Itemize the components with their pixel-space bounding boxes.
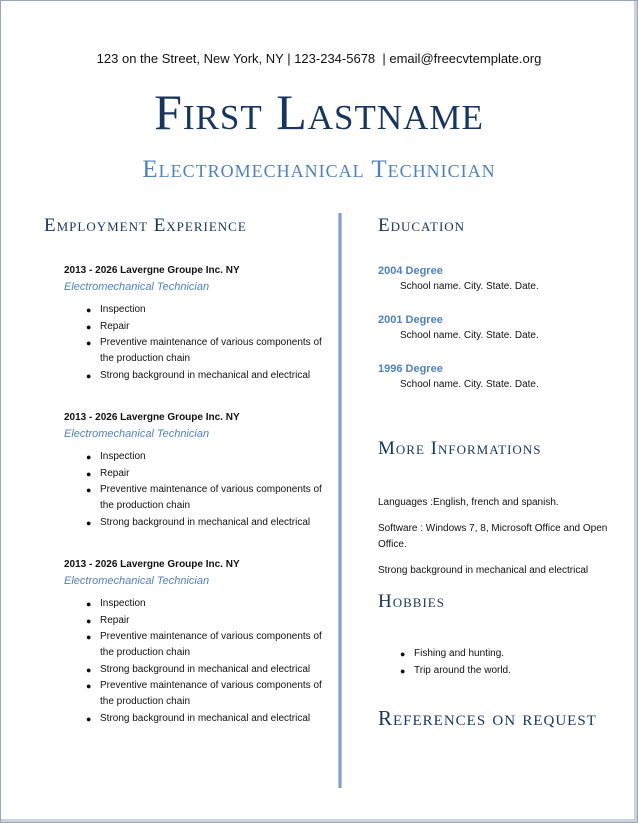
job-position: Electromechanical Technician (64, 575, 210, 587)
list-item (64, 319, 324, 335)
education-entry-2 (378, 312, 618, 344)
bullet-icon: ● (86, 681, 92, 691)
column-divider (338, 213, 342, 788)
list-item (64, 302, 324, 318)
task-text: Inspection (100, 598, 146, 609)
task-text: Preventive maintenance of various components of the production chain (100, 484, 322, 511)
education-entry-3 (378, 361, 618, 393)
task-text: Strong background in mechanical and electrical (100, 663, 311, 675)
list-item (64, 711, 324, 727)
employment-section-title: Employment Experience (44, 215, 247, 236)
task-list (64, 302, 324, 384)
task-text: Strong background in mechanical and electrical (100, 369, 311, 381)
job-position: Electromechanical Technician (64, 428, 210, 440)
job-entry-2 (64, 410, 324, 531)
candidate-role: Electromechanical Technician (142, 156, 496, 183)
bullet-icon: ● (400, 649, 406, 659)
bullet-icon: ● (86, 485, 92, 495)
job-entry-1 (64, 263, 324, 384)
task-text: Repair (100, 467, 130, 479)
info-background: Strong background in mechanical and electrical (378, 565, 589, 576)
bullet-icon: ● (86, 452, 92, 462)
school-info: School name. City. State. Date. (400, 281, 539, 292)
references-title: References on request (378, 706, 597, 730)
bullet-icon: ● (86, 321, 92, 332)
bullet-icon: ● (86, 615, 92, 626)
bullet-icon: ● (86, 517, 92, 528)
hobby-text: Fishing and hunting. (414, 648, 505, 659)
list-item (64, 662, 324, 678)
task-text: Strong background in mechanical and electrical (100, 712, 311, 724)
degree-year: 1996 Degree (378, 363, 443, 375)
candidate-name: First Lastname (154, 84, 484, 140)
bullet-icon: ● (86, 599, 92, 609)
info-software: Software : Windows 7, 8, Microsoft Office and Open Office. (378, 523, 608, 550)
education-section-title: Education (378, 215, 466, 236)
list-item (64, 368, 324, 384)
hobby-text: Trip around the world. (414, 664, 511, 676)
bullet-icon: ● (400, 665, 406, 676)
school-info: School name. City. State. Date. (400, 330, 539, 341)
job-heading: 2013 - 2026 Lavergne Groupe Inc. NY (64, 412, 240, 423)
bullet-icon: ● (86, 370, 92, 381)
task-text: Preventive maintenance of various components of the production chain (100, 680, 322, 707)
job-heading: 2013 - 2026 Lavergne Groupe Inc. NY (64, 265, 240, 276)
task-list (64, 596, 324, 727)
degree-year: 2004 Degree (378, 265, 443, 277)
task-text: Repair (100, 614, 130, 626)
contact-line: 123 on the Street, New York, NY | 123-234-5678 | email@freecvtemplate.org (96, 51, 542, 66)
job-heading: 2013 - 2026 Lavergne Groupe Inc. NY (64, 559, 240, 570)
task-list (64, 449, 324, 531)
list-item (378, 663, 608, 679)
bullet-icon: ● (86, 632, 92, 642)
bullet-icon: ● (86, 713, 92, 724)
degree-year: 2001 Degree (378, 314, 443, 326)
list-item (64, 482, 324, 514)
bullet-icon: ● (86, 305, 92, 315)
list-item (64, 629, 324, 661)
info-languages: Languages :English, french and spanish. (378, 497, 559, 508)
list-item (64, 596, 324, 612)
list-item (64, 515, 324, 531)
task-text: Inspection (100, 451, 146, 462)
list-item (64, 613, 324, 629)
bullet-icon: ● (86, 338, 92, 348)
bullet-icon: ● (86, 468, 92, 479)
task-text: Inspection (100, 304, 146, 315)
task-text: Repair (100, 320, 130, 332)
list-item (64, 335, 324, 367)
bullet-icon: ● (86, 664, 92, 675)
list-item (64, 449, 324, 465)
list-item (64, 466, 324, 482)
education-entry-1 (378, 263, 618, 295)
list-item (378, 646, 608, 662)
task-text: Strong background in mechanical and electrical (100, 516, 311, 528)
more-info-section-title: More Informations (378, 438, 542, 459)
task-text: Preventive maintenance of various components of the production chain (100, 337, 322, 364)
job-entry-3 (64, 557, 324, 727)
school-info: School name. City. State. Date. (400, 379, 539, 390)
hobbies-section-title: Hobbies (378, 591, 445, 612)
task-text: Preventive maintenance of various components of the production chain (100, 631, 322, 658)
hobbies-list (378, 646, 608, 679)
list-item (64, 678, 324, 710)
job-position: Electromechanical Technician (64, 281, 210, 293)
